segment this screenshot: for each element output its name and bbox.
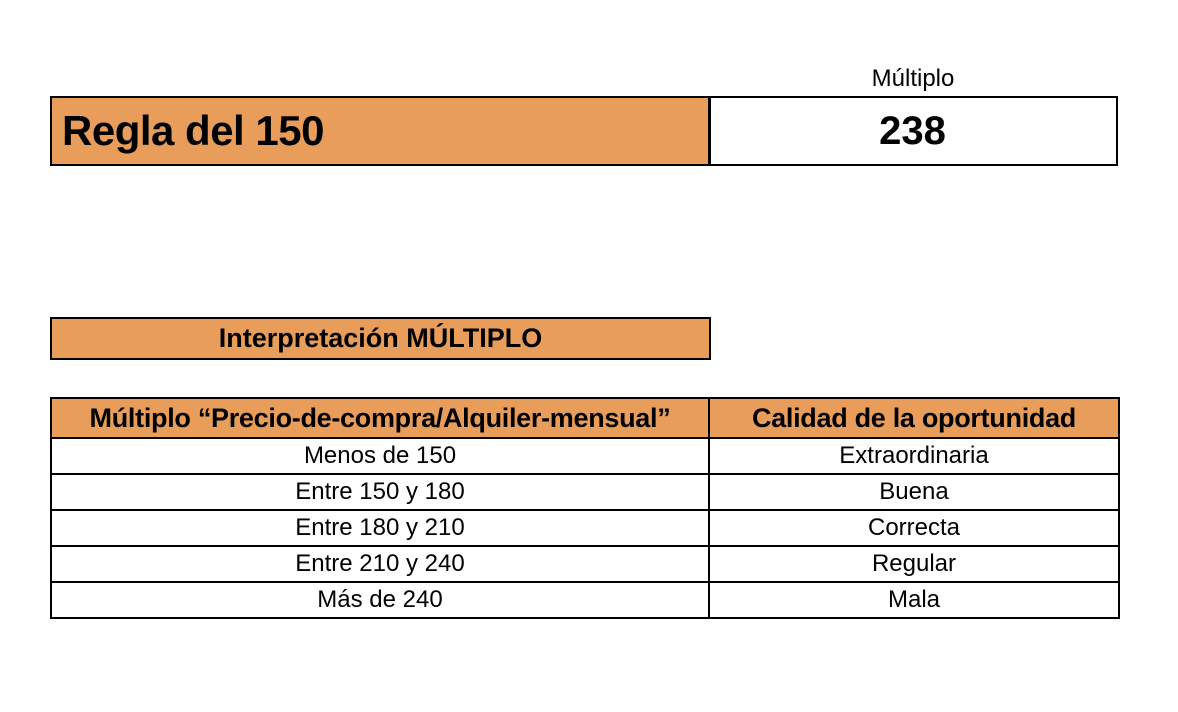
table-row: [51, 474, 1119, 510]
table-cell-range[interactable]: Menos de 150: [51, 438, 709, 474]
table-cell-range[interactable]: Entre 210 y 240: [51, 546, 709, 582]
sheet-title: Regla del 150: [62, 107, 324, 154]
multiplo-value-cell[interactable]: [708, 96, 1118, 166]
column-header-multiplo[interactable]: Múltiplo “Precio-de-compra/Alquiler-mensual”: [51, 398, 709, 438]
column-header-calidad[interactable]: Calidad de la oportunidad: [709, 398, 1119, 438]
table-cell-range[interactable]: Entre 180 y 210: [51, 510, 709, 546]
table-cell-quality[interactable]: Mala: [709, 582, 1119, 618]
table-cell-quality[interactable]: Buena: [709, 474, 1119, 510]
table-cell-range[interactable]: Más de 240: [51, 582, 709, 618]
interpretation-table: [50, 397, 1120, 619]
interpretation-heading-cell[interactable]: [50, 317, 711, 360]
table-cell-quality[interactable]: Regular: [709, 546, 1119, 582]
table-cell-quality[interactable]: Extraordinaria: [709, 438, 1119, 474]
multiplo-column-label: Múltiplo: [871, 65, 955, 92]
table-row: [51, 582, 1119, 618]
multiplo-value: 238: [879, 108, 946, 153]
table-row: [51, 438, 1119, 474]
title-cell[interactable]: [50, 96, 711, 166]
table-cell-range[interactable]: Entre 150 y 180: [51, 474, 709, 510]
table-cell-quality[interactable]: Correcta: [709, 510, 1119, 546]
table-header-row: [51, 398, 1119, 438]
table-row: [51, 510, 1119, 546]
table-row: [51, 546, 1119, 582]
interpretation-heading: Interpretación MÚLTIPLO: [218, 323, 543, 353]
